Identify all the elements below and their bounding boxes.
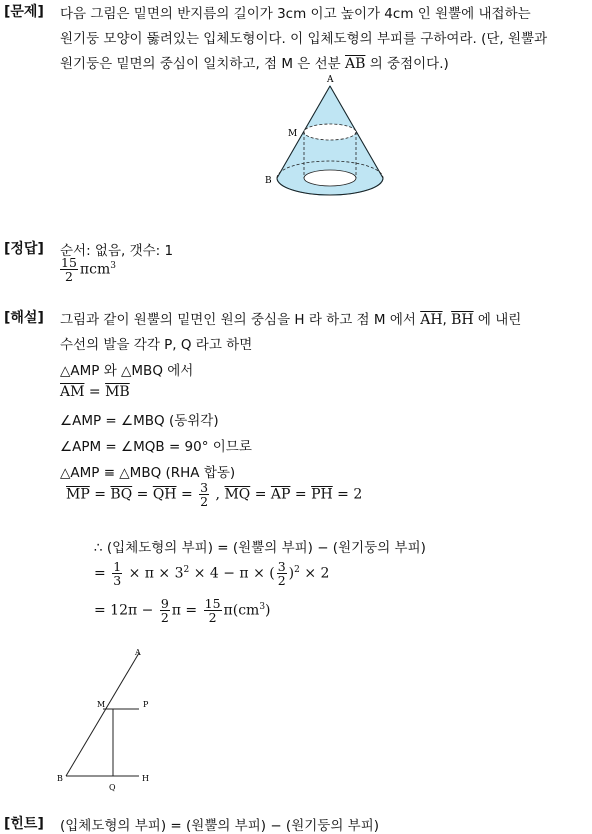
fig2-label-m: M	[97, 700, 106, 709]
solution-line-8: $\overline{MP} = \overline{BQ} = \overline{QH}$ = $\frac{3}{2}$ , $\overline{MQ} = \overline{AP} = \overline{PH} = 2$	[66, 480, 363, 510]
fig-label-b: B	[265, 176, 272, 186]
fig2-label-q: Q	[109, 783, 116, 792]
hint-label: [힌트]	[4, 816, 44, 832]
fig2-label-p: P	[143, 700, 149, 709]
fig2-label-b: B	[57, 774, 63, 783]
solution-line-2: 수선의 발을 각각 P, Q 라고 하면	[60, 337, 253, 353]
calc-line-2: = $\frac{1}{3}$ × $\pi \times 3^2 \times 4 - \pi$ × ( $\frac{3}{2}$ )$^2$ × 2	[94, 559, 330, 589]
problem-line-2: 원기둥 모양이 뚫려있는 입체도형이다. 이 입체도형의 부피를 구하여라. (단, 원뿔과	[60, 31, 548, 47]
problem-label: [문제]	[4, 4, 44, 20]
fig2-label-a: A	[135, 648, 141, 657]
solution-line-5: ∠AMP = ∠MBQ (동위각)	[60, 413, 219, 429]
hint-text: (입체도형의 부피) = (원뿔의 부피) − (원기둥의 부피)	[60, 818, 380, 834]
answer-value: $\frac{15}{2}$ πcm$^3$	[61, 255, 116, 285]
solution-line-4: $\overline{AM} = \overline{MB}$	[60, 384, 130, 400]
solution-line-6: ∠APM = ∠MQB = 90° 이므로	[60, 439, 252, 455]
solution-line-1: 그림과 같이 원뿔의 밑면인 원의 중심을 H 라 하고 점 M 에서 $\overline{AH}$, $\overline{BH}$ 에 내린	[60, 312, 522, 328]
solution-line-7: △AMP ≡ △MBQ (RHA 합동)	[60, 465, 236, 481]
answer-meta: 순서: 없음, 갯수: 1	[60, 243, 174, 259]
cone-figure	[255, 70, 395, 200]
solution-line-3: △AMP 와 △MBQ 에서	[60, 363, 194, 379]
triangle-figure	[55, 645, 165, 795]
answer-label: [정답]	[4, 241, 44, 257]
problem-line-3: 원기둥은 밑면의 중심이 일치하고, 점 M 은 선분 $\overline{AB}$ 의 중점이다.)	[60, 56, 449, 72]
calc-line-3: = 12π − $\frac{9}{2}$ π = $\frac{15}{2}$ $\pi(cm^3)$	[94, 596, 271, 626]
solution-label: [해설]	[4, 310, 44, 326]
calc-line-1: ∴ (입체도형의 부피) = (원뿔의 부피) − (원기둥의 부피)	[94, 540, 426, 556]
fig2-label-h: H	[142, 774, 149, 783]
fig-label-m: M	[288, 129, 298, 139]
segment-ab: $\overline{AB}$	[345, 56, 366, 72]
fig-label-a: A	[327, 75, 334, 85]
problem-line-1: 다음 그림은 밑면의 반지름의 길이가 3cm 이고 높이가 4cm 인 원뿔에 내접하는	[60, 6, 531, 22]
